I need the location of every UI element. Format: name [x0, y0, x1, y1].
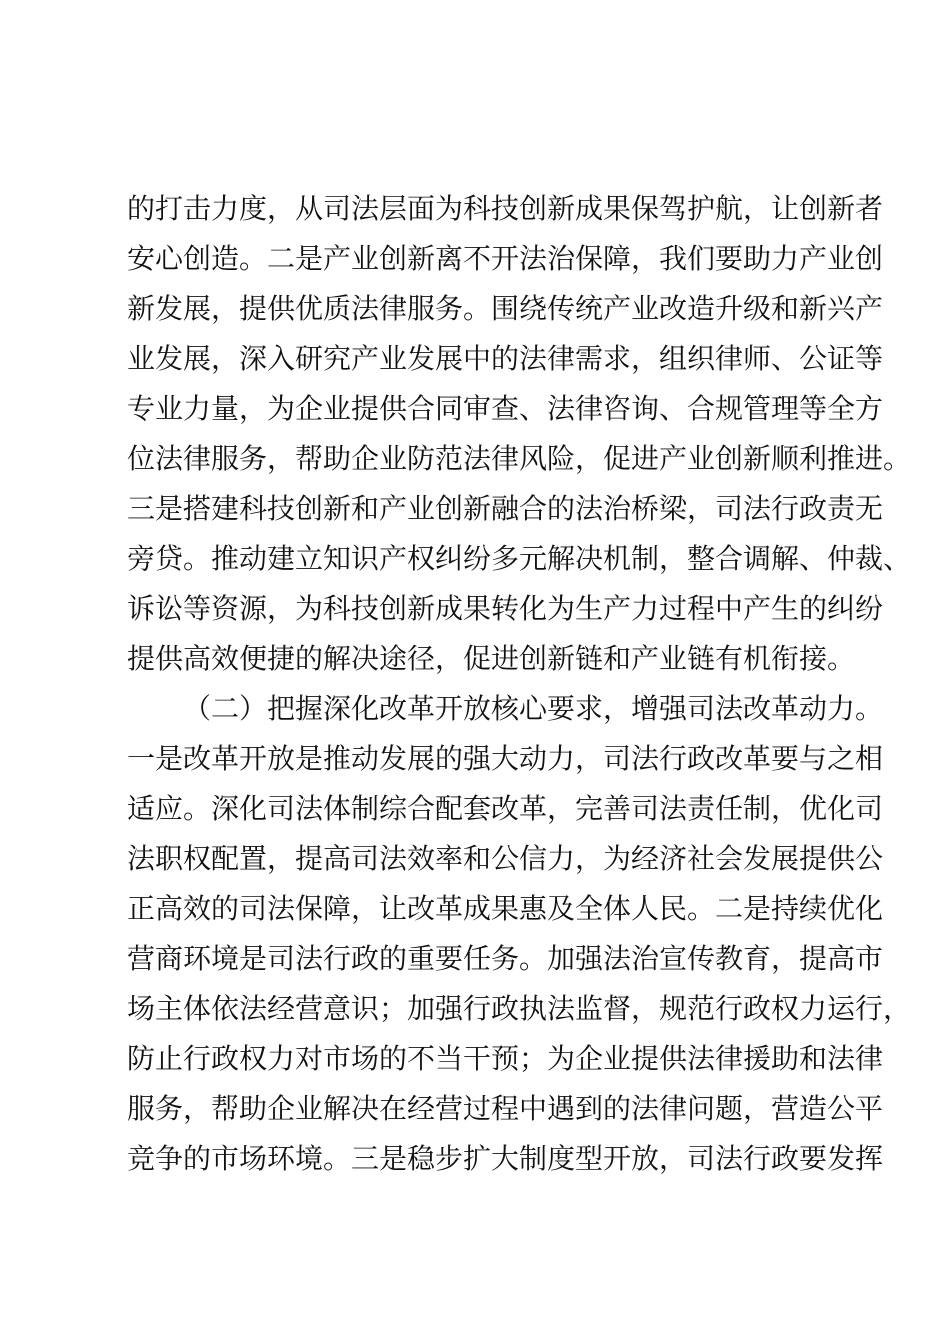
text-line: 法职权配置，提高司法效率和公信力，为经济社会发展提供公	[127, 842, 884, 875]
text-line: 三是搭建科技创新和产业创新融合的法治桥梁，司法行政责无	[127, 492, 884, 525]
text-line: 营商环境是司法行政的重要任务。加强法治宣传教育，提高市	[127, 942, 884, 975]
section-heading: （二）把握深化改革开放核心要求，增强司法改革动力。	[183, 692, 884, 725]
text-line: 旁贷。推动建立知识产权纠纷多元解决机制，整合调解、仲裁、	[127, 542, 912, 575]
text-line: 位法律服务，帮助企业防范法律风险，促进产业创新顺利推进。	[127, 442, 912, 475]
text-line: 场主体依法经营意识；加强行政执法监督，规范行政权力运行，	[127, 992, 912, 1025]
text-line: 一是改革开放是推动发展的强大动力，司法行政改革要与之相	[127, 742, 884, 775]
text-line: 的打击力度，从司法层面为科技创新成果保驾护航，让创新者	[127, 192, 884, 225]
text-line: 正高效的司法保障，让改革成果惠及全体人民。二是持续优化	[127, 892, 884, 925]
body-text	[127, 184, 912, 1184]
text-line: 安心创造。二是产业创新离不开法治保障，我们要助力产业创	[127, 242, 884, 275]
text-line: 适应。深化司法体制综合配套改革，完善司法责任制，优化司	[127, 792, 884, 825]
text-line: 新发展，提供优质法律服务。围绕传统产业改造升级和新兴产	[127, 292, 884, 325]
text-line: 业发展，深入研究产业发展中的法律需求，组织律师、公证等	[127, 342, 884, 375]
text-line: 诉讼等资源，为科技创新成果转化为生产力过程中产生的纠纷	[127, 592, 884, 625]
text-line: 提供高效便捷的解决途径，促进创新链和产业链有机衔接。	[127, 642, 856, 675]
text-line: 服务，帮助企业解决在经营过程中遇到的法律问题，营造公平	[127, 1092, 884, 1125]
text-line: 专业力量，为企业提供合同审查、法律咨询、合规管理等全方	[127, 392, 884, 425]
text-line: 竞争的市场环境。三是稳步扩大制度型开放，司法行政要发挥	[127, 1142, 884, 1175]
text-line: 防止行政权力对市场的不当干预；为企业提供法律援助和法律	[127, 1042, 884, 1075]
